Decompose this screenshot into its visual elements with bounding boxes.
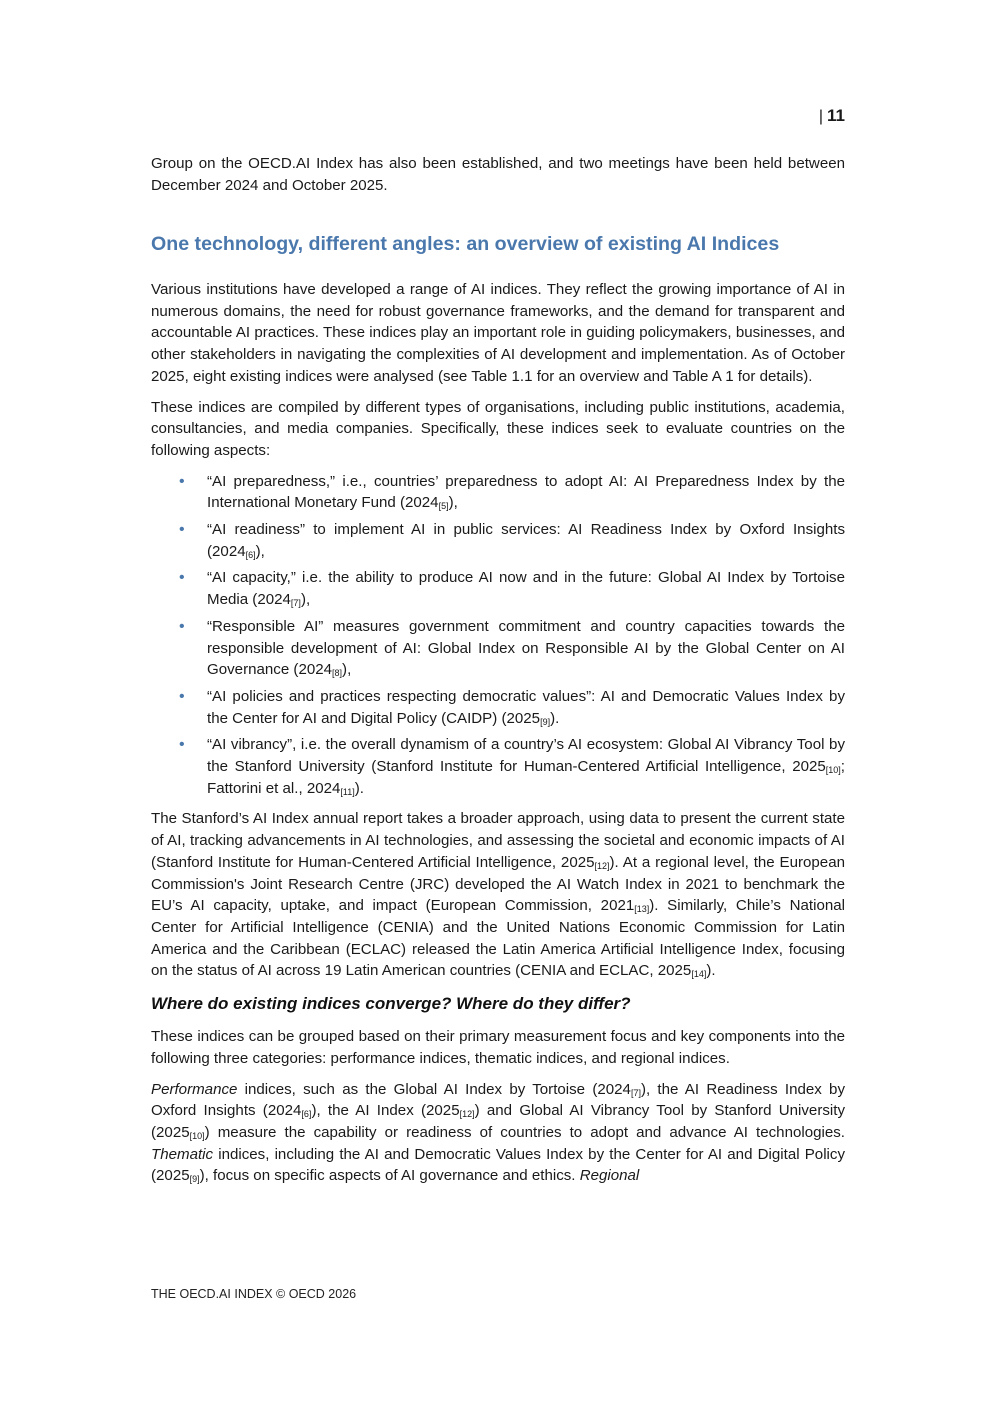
list-item: • “Responsible AI” measures government commitment and country capacities towards the responsible development of AI: Global Index on Responsible AI by the Global Center on AI Governance $(2024_{[8]})$, xyxy=(179,617,845,679)
page-number xyxy=(819,106,845,126)
intro-paragraph: Group on the OECD.AI Index has also been established, and two meetings have been held between December 2024 and October 2025. xyxy=(151,155,845,194)
bullet-icon: • xyxy=(179,687,185,705)
paragraph-performance: Performance indices, such as the Global AI Index by Tortoise $(2024_{[7]})$, the AI Readiness Index by Oxford Insights $(2024_{[6]})$, the AI Index $(2025_{[12]})$ and Global AI Vibrancy Tool by Stanford University $(2025_{[10]})$ measure the capability or readiness of countries to adopt and advance AI technologies. Thematic indices, including the AI and Democratic Values Index by the Center for AI and Digital Policy $(2025_{[9]})$, focus on specific aspects of AI governance and ethics. Regional xyxy=(151,1080,845,1185)
bullet-icon: • xyxy=(179,521,185,539)
header-separator: | xyxy=(818,108,824,125)
list-item: • “AI policies and practices respecting democratic values”: AI and Democratic Values Index by the Center for AI and Digital Policy (CAIDP) $(2025_{[9]})$. xyxy=(179,687,845,727)
bullet-icon: • xyxy=(179,617,185,635)
subheading: Where do existing indices converge? Where do they differ? xyxy=(151,994,631,1014)
footer: THE OECD.AI INDEX © OECD 2026 xyxy=(151,1287,357,1301)
aspects-list xyxy=(151,471,845,800)
paragraph-categories: These indices can be grouped based on their primary measurement focus and key components into the following three categories: performance indices, thematic indices, and regional indices. xyxy=(151,1028,845,1067)
paragraph-stanford: The Stanford’s AI Index annual report takes a broader approach, using data to present the current state of AI, tracking advancements in AI technologies, and assessing the societal and economic impacts of AI (Stanford Institute for Human-Centered Artificial Intelligence, $2025_{[12]}$). At a regional level, the European Commission's Joint Research Centre (JRC) developed the AI Watch Index in 2021 to benchmark the EU’s AI capacity, uptake, and impact (European Commission, $2021_{[13]}$). Similarly, Chile’s National Center for Artificial Intelligence (CENIA) and the United Nations Economic Commission for Latin America and the Caribbean (ECLAC) released the Latin America Artificial Intelligence Index, focusing on the status of AI across 19 Latin American countries (CENIA and ECLAC, $2025_{[14]}$). xyxy=(151,810,845,980)
list-item: • “AI vibrancy”, i.e. the overall dynamism of a country’s AI ecosystem: Global AI Vibrancy Tool by the Stanford University (Stanford Institute for Human-Centered Artificial Intelligence, $2025_{[10]}$; Fattorini et al., $2024_{[11]}$). xyxy=(179,736,845,797)
page-number-value: 11 xyxy=(827,106,845,125)
list-item: • “AI capacity,” i.e. the ability to produce AI now and in the future: Global AI Index by Tortoise Media $(2024_{[7]})$, xyxy=(179,569,845,609)
bullet-icon: • xyxy=(179,472,185,490)
bullet-icon: • xyxy=(179,569,185,587)
bullet-icon: • xyxy=(179,736,185,754)
paragraph-indices-overview: Various institutions have developed a range of AI indices. They reflect the growing importance of AI in numerous domains, the need for robust governance frameworks, and the demand for transparent and accountable AI practices. These indices play an important role in guiding policymakers, businesses, and other stakeholders in navigating the complexities of AI development and implementation. As of October 2025, eight existing indices were analysed (see Table 1.1 for an overview and Table A 1 for details). xyxy=(151,281,845,385)
paragraph-organisations: These indices are compiled by different types of organisations, including public institutions, academia, consultancies, and media companies. Specifically, these indices seek to evaluate countries on the following aspects: xyxy=(151,398,845,459)
list-item: • “AI readiness” to implement AI in public services: AI Readiness Index by Oxford Insights $(2024_{[6]})$, xyxy=(179,521,845,560)
section-body xyxy=(151,279,845,1196)
section-title: One technology, different angles: an overview of existing AI Indices xyxy=(151,233,780,255)
list-item: • “AI preparedness,” i.e., countries’ preparedness to adopt AI: AI Preparedness Index by the International Monetary Fund $(2024_{[5]})$, xyxy=(179,472,845,512)
